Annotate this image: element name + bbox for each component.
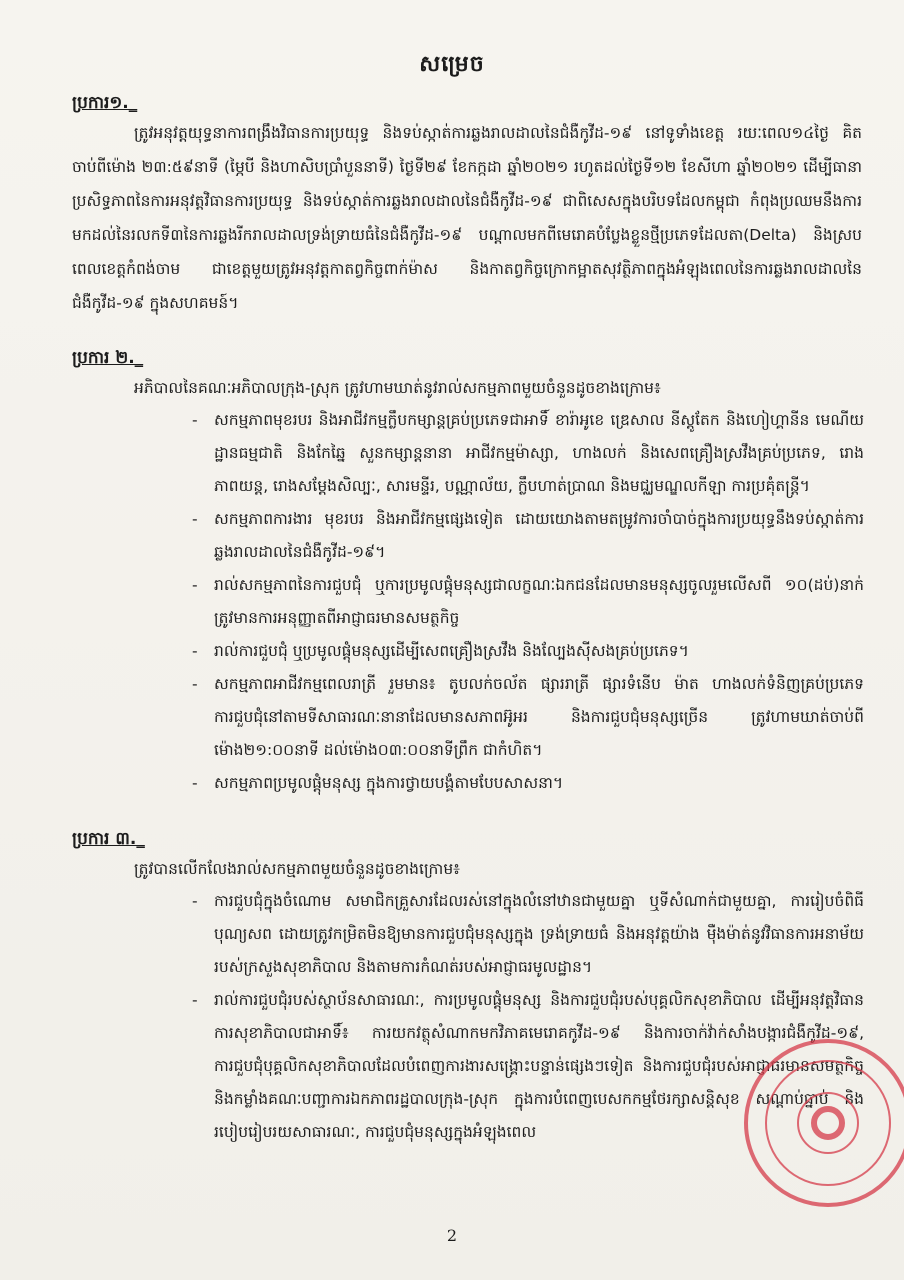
official-seal-stamp bbox=[716, 1028, 904, 1218]
article-2-heading: ប្រការ ២._ bbox=[72, 348, 144, 368]
article-2-list bbox=[190, 404, 864, 800]
document-title: សម្រេច bbox=[419, 52, 485, 77]
list-item: - រាល់ការជួបជុំរបស់ស្ថាប័នសាធារណៈ, ការប្រមូលផ្តុំមនុស្ស និងការជួបជុំរបស់បុគ្គលិកសុខាភិបាល ដើម្បីអនុវត្តវិធានការសុខាភិបាលជាអាទិ៍៖ ការយកវត្ថុសំណាកមកវិភាគមេរោគកូវីដ-១៩ និងការចាក់វ៉ាក់សាំងបង្ការជំងឺកូវីដ-១៩, ការជួបជុំបុគ្គលិកសុខាភិបាលដែលបំពេញការងារសង្គ្រោះបន្ទាន់ផ្សេងៗទៀត និងការជួបជុំរបស់អាជ្ញាធរមានសមត្ថកិច្ច និងកម្លាំងគណៈបញ្ជាការឯកភាពរដ្ឋបាលក្រុង-ស្រុក ក្នុងការបំពេញបេសកកម្មថែរក្សាសន្តិសុខ សណ្តាប់ធ្នាប់ និងរបៀបរៀបរយសាធារណៈ, ការជួបជុំមនុស្សក្នុងអំឡុងពេល bbox=[190, 984, 864, 1149]
list-item: - សកម្មភាពប្រមូលផ្តុំមនុស្ស ក្នុងការថ្វាយបង្គំតាមបែបសាសនា។ bbox=[190, 767, 864, 800]
list-item: - សកម្មភាពមុខរបរ និងអាជីវកម្មក្លឹបកម្សាន្តគ្រប់ប្រភេទជាអាទិ៍ ខារ៉ាអូខេ ឌ្រេសាល នីស្តូតែក និងហៀហ្គានីន មេណីយដ្ឋានធម្មជាតិ និងកែឆ្នៃ សួនកម្សាន្តនានា អាជីវកម្មម៉ាស្សា, ហាងលក់ និងសេពគ្រឿងស្រវឹងគ្រប់ប្រភេទ, រោងភាពយន្ត, រោងសម្តែងសិល្បៈ, សារមន្ទីរ, បណ្ណាល័យ, ក្លឹបហាត់ប្រាណ និងមជ្ឈមណ្ឌលកីឡា ការប្រគុំតន្ត្រី។ bbox=[190, 404, 864, 503]
article-1-heading: ប្រការ១._ bbox=[72, 93, 138, 113]
page-number: 2 bbox=[446, 1226, 458, 1245]
article-1-text: ត្រូវអនុវត្តយុទ្ធនាការពង្រឹងវិធានការប្រយុទ្ធ និងទប់ស្កាត់ការឆ្លងរាលដាលនៃជំងឺកូវីដ-១៩ នៅទូទាំងខេត្ត រយៈពេល១៤ថ្ងៃ គិតចាប់ពីម៉ោង ២៣:៥៩នាទី (ម្ភៃបី និងហាសិបប្រាំបួននាទី) ថ្ងៃទី២៩ ខែកក្កដា ឆ្នាំ២០២១ រហូតដល់ថ្ងៃទី១២ ខែសីហា ឆ្នាំ២០២១ ដើម្បីធានាប្រសិទ្ធភាពនៃការអនុវត្តវិធានការប្រយុទ្ធ និងទប់ស្កាត់ការឆ្លងរាលដាលនៃជំងឺកូវីដ-១៩ ជាពិសេសក្នុងបរិបទដែលកម្ពុជា កំពុងប្រឈមនឹងការមកដល់នៃរលកទី៣នៃការឆ្លងរីករាលដាលទ្រង់ទ្រាយធំនៃជំងឺកូវីដ-១៩ បណ្តាលមកពីមេរោគបំប្លែងខ្លួនថ្មីប្រភេទដែលតា(Delta) និងស្របពេលខេត្តកំពង់ចាម ជាខេត្តមួយត្រូវអនុវត្តកាតព្វកិច្ចពាក់ម៉ាស និងកាតព្វកិច្ចក្រោកម្អាតសុវត្ថិភាពក្នុងអំឡុងពេលនៃការឆ្លងរាលដាលនៃជំងឺកូវីដ-១៩ ក្នុងសហគមន៍។ bbox=[72, 124, 862, 312]
article-2-intro: អភិបាលនៃគណៈអភិបាលក្រុង-ស្រុក ត្រូវហាមឃាត់នូវរាល់សកម្មភាពមួយចំនួនដូចខាងក្រោម៖ bbox=[134, 379, 661, 397]
list-item: - ការជួបជុំក្នុងចំណោម សមាជិកគ្រួសារដែលរស់នៅក្នុងលំនៅឋានជាមួយគ្នា ឬទីសំណាក់ជាមួយគ្នា, ការរៀបចំពិធីបុណ្យសព ដោយត្រូវកម្រិតមិនឱ្យមានការជួបជុំមនុស្សក្នុង ទ្រង់ទ្រាយធំ និងអនុវត្តយ៉ាង ម៉ឺងម៉ាត់នូវវិធានការអនាម័យរបស់ក្រសួងសុខាភិបាល និងតាមការកំណត់របស់អាជ្ញាធរមូលដ្ឋាន។ bbox=[190, 885, 864, 984]
list-item: - សកម្មភាពអាជីវកម្មពេលរាត្រី រួមមាន៖ តូបលក់ចល័ត ផ្សាររាត្រី ផ្សារទំនើប ម៉ាត ហាងលក់ទំនិញគ្រប់ប្រភេទ ការជួបជុំនៅតាមទីសាធារណៈនានាដែលមានសភាពអ៊ូអរ និងការជួបជុំមនុស្សច្រើន ត្រូវហាមឃាត់ចាប់ពីម៉ោង២១:០០នាទី ដល់ម៉ោង០៣:០០នាទីព្រឹក ជាកំហិត។ bbox=[190, 668, 864, 767]
list-item: - សកម្មភាពការងារ មុខរបរ និងអាជីវកម្មផ្សេងទៀត ដោយយោងតាមតម្រូវការចាំបាច់ក្នុងការប្រយុទ្ធនឹងទប់ស្កាត់ការឆ្លងរាលដាលនៃជំងឺកូវីដ-១៩។ bbox=[190, 503, 864, 569]
article-3-intro: ត្រូវបានលើកលែងរាល់សកម្មភាពមួយចំនួនដូចខាងក្រោម៖ bbox=[134, 860, 460, 878]
list-item: - រាល់ការជួបជុំ ឬប្រមូលផ្តុំមនុស្សដើម្បីសេពគ្រឿងស្រវឹង និងល្បែងស៊ីសងគ្រប់ប្រភេទ។ bbox=[190, 635, 864, 668]
article-3-heading: ប្រការ ៣._ bbox=[72, 829, 145, 849]
list-item: - រាល់សកម្មភាពនៃការជួបជុំ ឬការប្រមូលផ្តុំមនុស្សជាលក្ខណៈឯកជនដែលមានមនុស្សចូលរួមលើសពី ១០(ដប់)នាក់ ត្រូវមានការអនុញ្ញាតពីអាជ្ញាធរមានសមត្ថកិច្ច bbox=[190, 569, 864, 635]
